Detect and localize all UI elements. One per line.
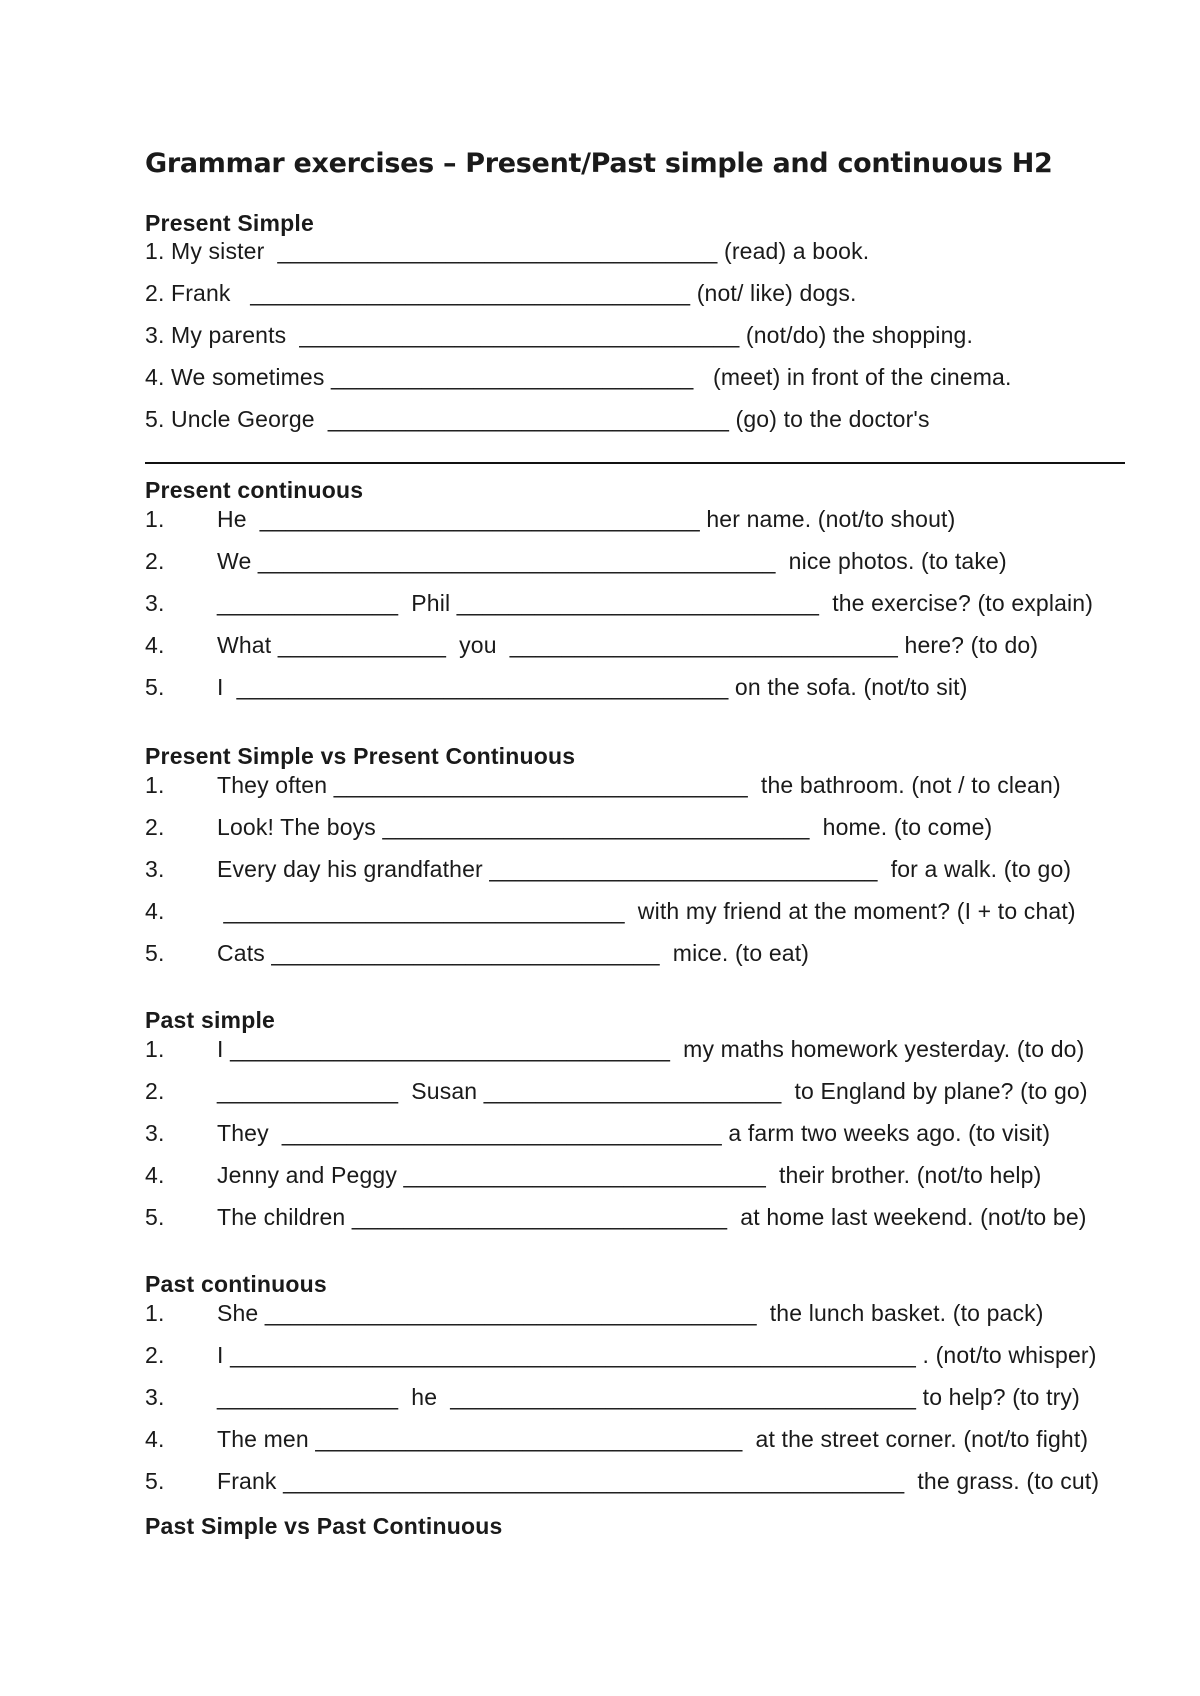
page-title: Grammar exercises – Present/Past simple and continuous H2	[145, 148, 1053, 179]
exercise-item: 3. ______________ he ____________________________________ to help? (to try)	[145, 1384, 1080, 1410]
exercise-item: 5. Uncle George _______________________________ (go) to the doctor's	[145, 406, 930, 432]
exercise-item: 3. My parents __________________________________ (not/do) the shopping.	[145, 322, 973, 348]
exercise-item: 2. ______________ Susan _______________________ to England by plane? (to go)	[145, 1078, 1088, 1104]
exercise-item: 5. The children _____________________________ at home last weekend. (not/to be)	[145, 1204, 1087, 1230]
exercise-item: 1. My sister __________________________________ (read) a book.	[145, 238, 870, 264]
exercise-item: 3. ______________ Phil ____________________________ the exercise? (to explain)	[145, 590, 1094, 616]
section-heading-present-simple-vs-continuous: Present Simple vs Present Continuous	[145, 743, 576, 769]
exercise-item: 4. Jenny and Peggy ____________________________ their brother. (not/to help)	[145, 1162, 1042, 1188]
exercise-item: 4. The men _________________________________ at the street corner. (not/to fight)	[145, 1426, 1089, 1452]
exercise-item: 2. Frank __________________________________ (not/ like) dogs.	[145, 280, 857, 306]
section-divider	[145, 462, 1125, 464]
exercise-item: 1. I __________________________________ my maths homework yesterday. (to do)	[145, 1036, 1085, 1062]
exercise-item: 3. They __________________________________ a farm two weeks ago. (to visit)	[145, 1120, 1051, 1146]
exercise-item: 4. What _____________ you ______________________________ here? (to do)	[145, 632, 1039, 658]
exercise-item: 2. We ________________________________________ nice photos. (to take)	[145, 548, 1007, 574]
section-heading-present-simple: Present Simple	[145, 210, 314, 236]
exercise-item: 1. He __________________________________ her name. (not/to shout)	[145, 506, 956, 532]
exercise-item: 5. Cats ______________________________ mice. (to eat)	[145, 940, 810, 966]
exercise-item: 4. _______________________________ with my friend at the moment? (I + to chat)	[145, 898, 1076, 924]
section-heading-past-continuous: Past continuous	[145, 1271, 327, 1297]
section-heading-past-simple-vs-continuous: Past Simple vs Past Continuous	[145, 1513, 503, 1539]
exercise-item: 2. Look! The boys _________________________________ home. (to come)	[145, 814, 993, 840]
exercise-item: 3. Every day his grandfather ______________________________ for a walk. (to go)	[145, 856, 1072, 882]
section-heading-past-simple: Past simple	[145, 1007, 276, 1033]
exercise-item: 5. I ______________________________________ on the sofa. (not/to sit)	[145, 674, 968, 700]
exercise-item: 4. We sometimes ____________________________ (meet) in front of the cinema.	[145, 364, 1012, 390]
exercise-item: 2. I _____________________________________________________ . (not/to whisper)	[145, 1342, 1097, 1368]
exercise-item: 5. Frank ________________________________________________ the grass. (to cut)	[145, 1468, 1100, 1494]
section-heading-present-continuous: Present continuous	[145, 477, 364, 503]
exercise-item: 1. They often ________________________________ the bathroom. (not / to clean)	[145, 772, 1061, 798]
exercise-item: 1. She ______________________________________ the lunch basket. (to pack)	[145, 1300, 1044, 1326]
